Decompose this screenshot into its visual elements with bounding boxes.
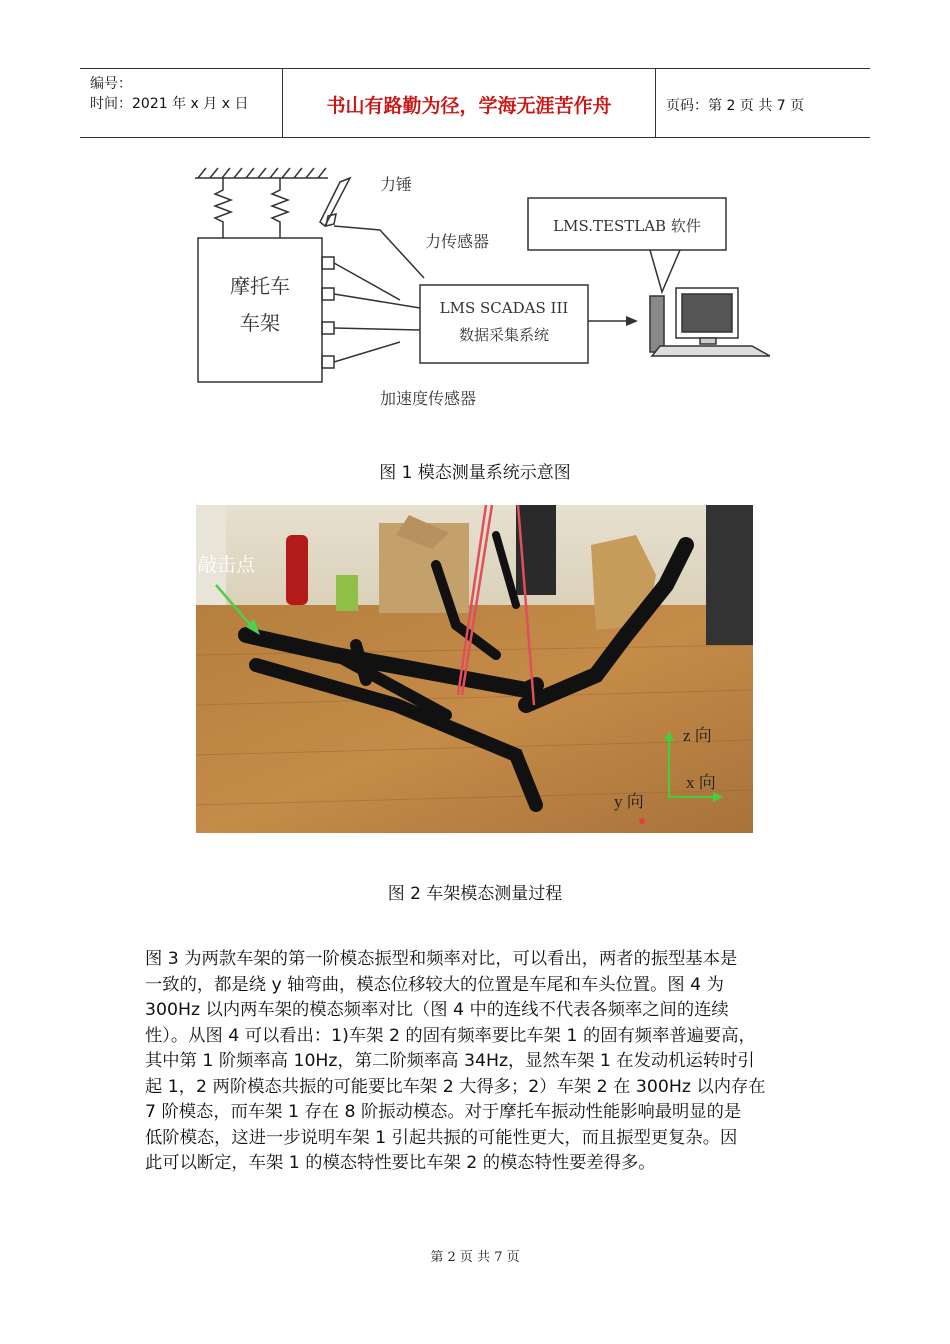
- paragraph-line: 起 1，2 两阶模态共振的可能要比车架 2 大得多；2）车架 2 在 300Hz 以内存在: [145, 1076, 766, 1097]
- frame-box: [198, 238, 322, 382]
- time-label: 时间：2021 年 x 月 x 日: [90, 96, 249, 112]
- spring-right: [272, 178, 288, 238]
- page-info: 页码：第 2 页 共 7 页: [666, 98, 805, 114]
- ceiling-support: [195, 168, 328, 178]
- measurement-system-diagram: [180, 160, 770, 420]
- axis-y-label: y 向: [614, 792, 644, 811]
- body-paragraph: [145, 947, 810, 1177]
- frame-label-1: 摩托车: [230, 274, 290, 298]
- figure1-caption: 图 1 模态测量系统示意图: [379, 463, 571, 483]
- scadas-label-2: 数据采集系统: [458, 326, 550, 344]
- page-header: [80, 68, 870, 138]
- force-sensor-label: 力传感器: [425, 232, 490, 251]
- software-callout-pointer: [650, 250, 680, 292]
- paragraph-line: 此可以断定，车架 1 的模态特性要比车架 2 的模态特性要差得多。: [145, 1153, 656, 1173]
- scadas-box: [420, 285, 588, 363]
- software-label: LMS.TESTLAB 软件: [553, 217, 701, 235]
- accelerometers: [322, 257, 420, 368]
- spring-left: [215, 178, 231, 238]
- frame-test-photo: [196, 505, 753, 833]
- frame-label-2: 车架: [240, 311, 280, 335]
- scadas-label-1: LMS SCADAS III: [439, 299, 569, 317]
- motto: 书山有路勤为径，学海无涯苦作舟: [326, 95, 612, 117]
- paragraph-line: 300Hz 以内两车架的模态频率对比（图 4 中的连线不代表各频率之间的连续: [145, 1000, 729, 1020]
- paragraph-line: 图 3 为两款车架的第一阶模态振型和频率对比，可以看出，两者的振型基本是: [145, 949, 738, 969]
- number-label: 编号：: [90, 76, 132, 92]
- data-arrow-head: [626, 316, 638, 326]
- header-meta-cell: [80, 69, 283, 137]
- paragraph-line: 性）。从图 4 可以看出：1)车架 2 的固有频率要比车架 1 的固有频率普遍要高，: [145, 1025, 756, 1046]
- paragraph-line: 一致的，都是绕 y 轴弯曲，模态位移较大的位置是车尾和车头位置。图 4 为: [145, 974, 724, 995]
- computer-icon: [650, 288, 770, 356]
- accel-label: 加速度传感器: [380, 389, 477, 408]
- axis-z-label: z 向: [683, 726, 712, 745]
- paragraph-line: 7 阶模态，而车架 1 存在 8 阶振动模态。对于摩托车振动性能影响最明显的是: [145, 1102, 742, 1122]
- hammer-icon: [320, 178, 350, 226]
- strike-point-label: 敲击点: [198, 555, 256, 576]
- paragraph-line: 其中第 1 阶频率高 10Hz，第二阶频率高 34Hz，显然车架 1 在发动机运转时引: [145, 1051, 755, 1071]
- paragraph-line: 低阶模态，这进一步说明车架 1 引起共振的可能性更大，而且振型更复杂。因: [145, 1127, 738, 1148]
- page-footer: 第 2 页 共 7 页: [430, 1250, 520, 1265]
- header-motto-cell: [283, 69, 656, 137]
- header-page-cell: [656, 69, 870, 137]
- axis-x-label: x 向: [686, 773, 716, 792]
- hammer-label: 力锤: [380, 175, 413, 194]
- figure2-caption: 图 2 车架模态测量过程: [387, 884, 563, 904]
